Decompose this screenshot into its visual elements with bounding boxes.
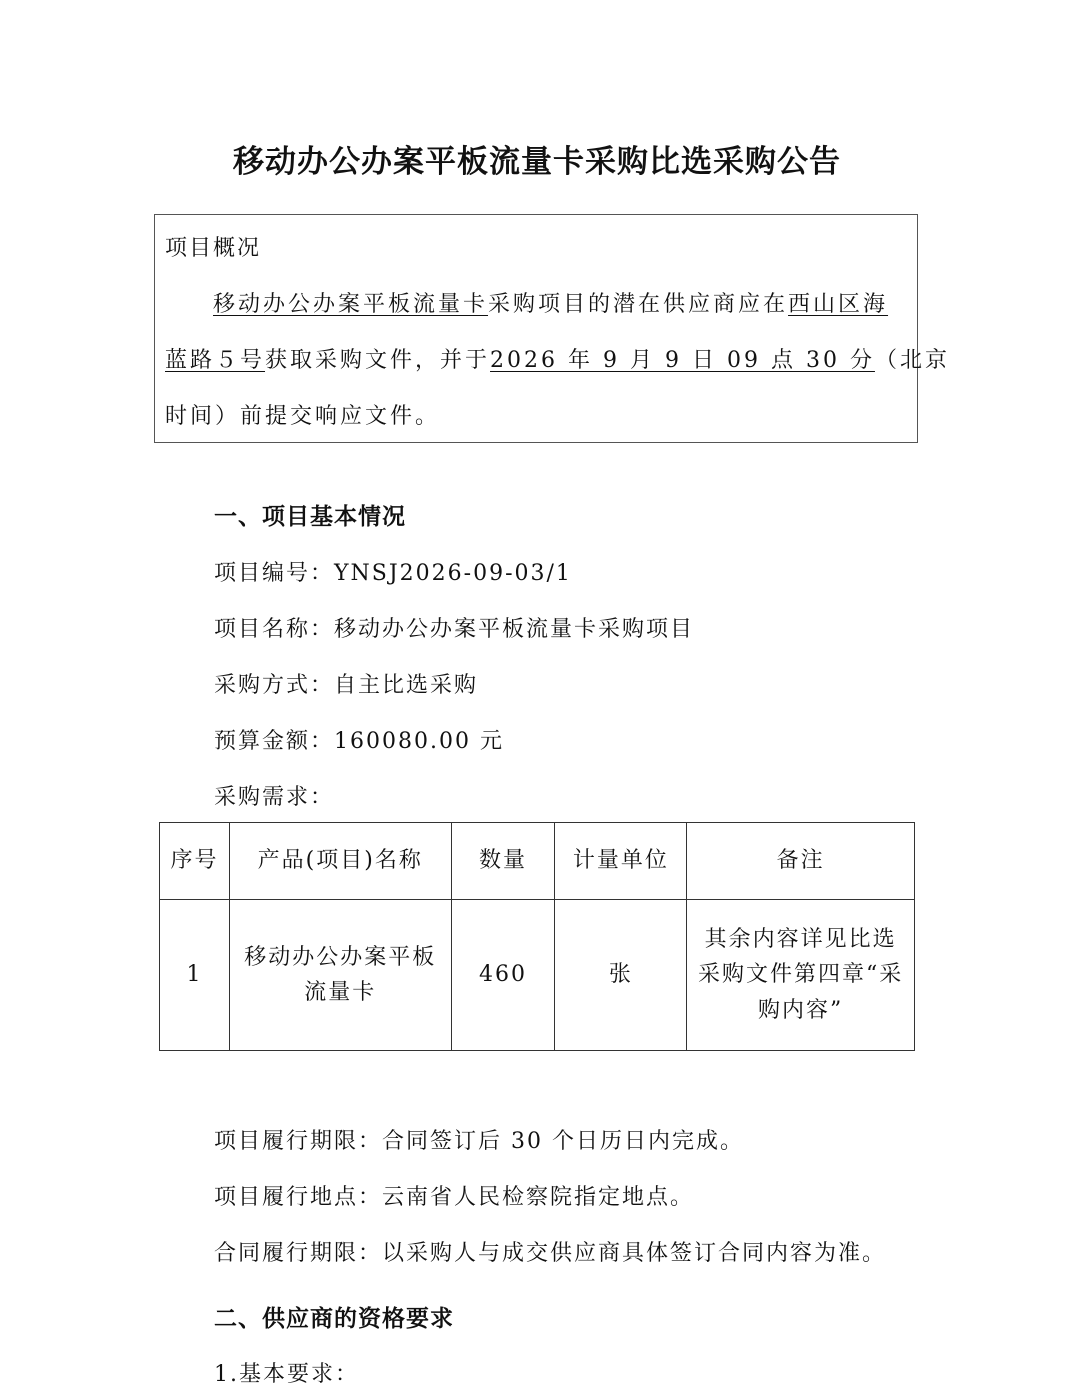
header-cell-unit: 计量单位 — [555, 823, 687, 900]
cell-name: 移动办公办案平板流量卡 — [229, 900, 451, 1051]
project-number: 项目编号：YNSJ2026-09-03/1 — [214, 561, 572, 586]
document-title: 移动办公办案平板流量卡采购比选采购公告 — [233, 144, 841, 180]
overview-line-2 — [165, 343, 950, 374]
cell-no: 1 — [160, 900, 230, 1051]
header-cell-note: 备注 — [687, 823, 915, 900]
performance-period: 项目履行期限：合同签订后 30 个日历日内完成。 — [214, 1129, 744, 1154]
contract-period: 合同履行期限：以采购人与成交供应商具体签订合同内容为准。 — [214, 1241, 887, 1266]
overview-text: 采购项目的潜在供应商应在 — [488, 292, 789, 317]
overview-text: 获取采购文件，并于 — [265, 348, 491, 373]
requirements-table — [159, 822, 915, 1051]
header-cell-no: 序号 — [160, 823, 230, 900]
budget-amount: 预算金额：160080.00 元 — [214, 729, 504, 754]
section-1-heading: 一、项目基本情况 — [214, 504, 406, 530]
performance-location: 项目履行地点：云南省人民检察院指定地点。 — [214, 1185, 695, 1210]
overview-project-name: 移动办公办案平板流量卡 — [213, 292, 489, 317]
project-name: 项目名称：移动办公办案平板流量卡采购项目 — [214, 617, 695, 642]
overview-deadline: 2026 年 9 月 9 日 09 点 30 分 — [490, 348, 875, 373]
cell-note: 其余内容详见比选采购文件第四章“采购内容” — [687, 900, 915, 1051]
cell-qty: 460 — [451, 900, 555, 1051]
procurement-method: 采购方式：自主比选采购 — [214, 673, 479, 698]
overview-line-3: 时间）前提交响应文件。 — [165, 404, 441, 429]
project-overview-box — [154, 214, 950, 443]
overview-place-cont: 蓝路５号 — [165, 348, 266, 373]
table-row — [160, 900, 915, 1051]
overview-text: （北京 — [874, 348, 950, 373]
section-2-heading: 二、供应商的资格要求 — [214, 1306, 454, 1332]
overview-place: 西山区海 — [788, 292, 889, 317]
header-cell-qty: 数量 — [451, 823, 555, 900]
table-header-row — [160, 823, 915, 900]
overview-heading: 项目概况 — [165, 236, 262, 261]
header-cell-name: 产品(项目)名称 — [229, 823, 451, 900]
cell-unit: 张 — [555, 900, 687, 1051]
basic-requirements-label: 1.基本要求： — [214, 1362, 359, 1387]
procurement-demand-label: 采购需求： — [214, 785, 335, 810]
overview-line-1 — [213, 287, 888, 318]
